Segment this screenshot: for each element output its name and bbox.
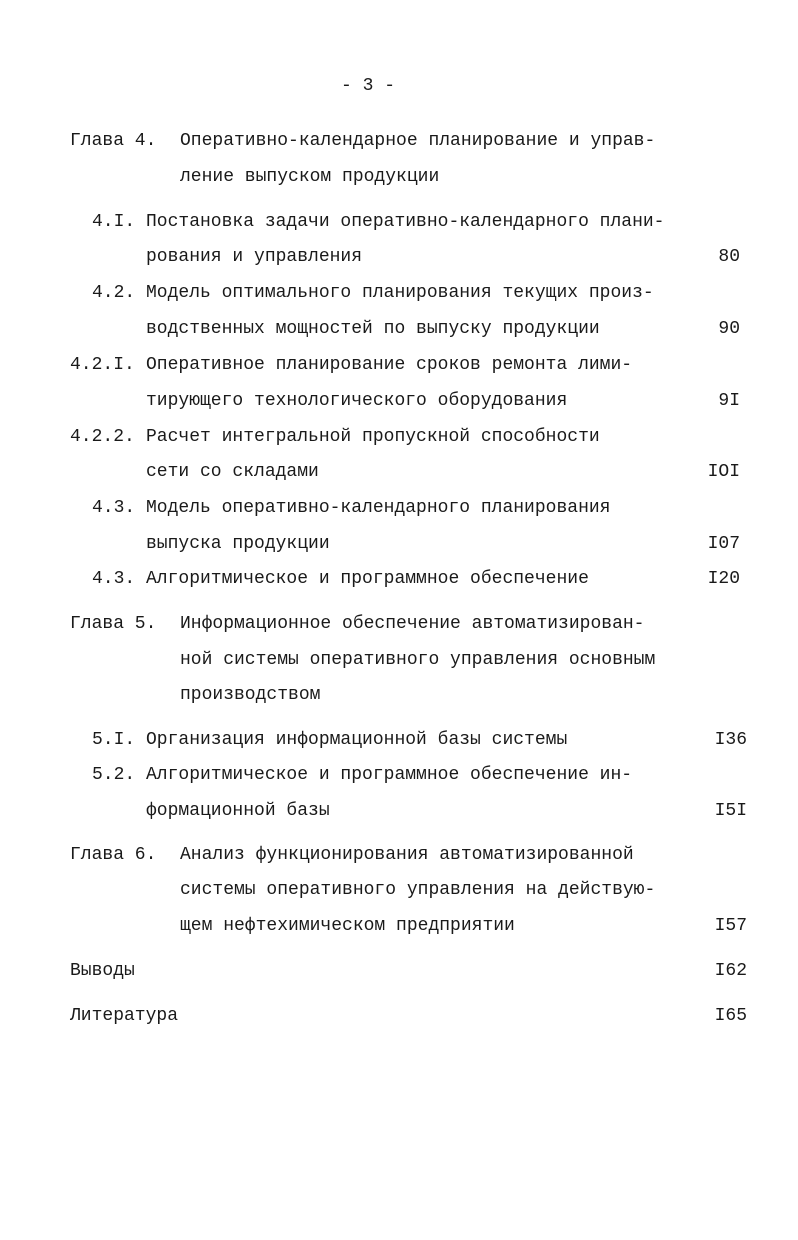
section-4-2-1-title-line1: Оперативное планирование сроков ремонта лими- <box>146 355 633 375</box>
section-4-2-2-title-line1: Расчет интегральной пропускной способности <box>146 427 600 447</box>
section-4-3-title-line1: Модель оперативно-календарного планирования <box>146 498 611 518</box>
section-5-1-number: 5.I. <box>92 730 136 750</box>
chapter-4-label: Глава 4. <box>70 131 157 151</box>
chapter-5-label: Глава 5. <box>70 614 157 634</box>
section-4-1-number: 4.I. <box>92 212 136 232</box>
conclusions-label: Выводы <box>70 961 135 981</box>
section-4-2-number: 4.2. <box>92 283 136 303</box>
section-5-2-page: I5I <box>714 801 747 821</box>
chapter-6-title-line2: системы оперативного управления на действую- <box>180 880 656 900</box>
chapter-4-title-line2: ление выпуском продукции <box>180 167 440 187</box>
section-4-3b-number: 4.3. <box>92 569 136 589</box>
section-4-2-1-title-line2: тирующего технологического оборудования <box>146 391 568 411</box>
chapter-6-title-line3: щем нефтехимическом предприятии <box>180 916 515 936</box>
section-4-3-title-line2: выпуска продукции <box>146 534 330 554</box>
chapter-6-label: Глава 6. <box>70 845 157 865</box>
section-4-3-number: 4.3. <box>92 498 136 518</box>
section-4-2-page: 90 <box>718 319 740 339</box>
chapter-5-title-line3: производством <box>180 685 321 705</box>
section-5-2-title-line2: формационной базы <box>146 801 330 821</box>
section-5-1-page: I36 <box>714 730 747 750</box>
section-4-2-2-page: IOI <box>707 462 740 482</box>
page-number: - 3 - <box>341 76 396 96</box>
section-5-2-title-line1: Алгоритмическое и программное обеспечение ин- <box>146 765 633 785</box>
section-4-2-2-title-line2: сети со складами <box>146 462 319 482</box>
section-4-2-title-line1: Модель оптимального планирования текущих произ- <box>146 283 654 303</box>
chapter-6-page: I57 <box>714 916 747 936</box>
section-4-3b-page: I20 <box>707 569 740 589</box>
section-4-2-title-line2: водственных мощностей по выпуску продукции <box>146 319 600 339</box>
conclusions-page: I62 <box>714 961 747 981</box>
chapter-5-title-line1: Информационное обеспечение автоматизирован- <box>180 614 645 634</box>
literature-label: Литература <box>70 1006 179 1026</box>
section-4-1-title-line1: Постановка задачи оперативно-календарного плани- <box>146 212 665 232</box>
section-5-2-number: 5.2. <box>92 765 136 785</box>
section-4-2-1-number: 4.2.I. <box>70 355 135 375</box>
section-5-1-title: Организация информационной базы системы <box>146 730 568 750</box>
section-4-3b-title: Алгоритмическое и программное обеспечение <box>146 569 589 589</box>
chapter-4-title-line1: Оперативно-календарное планирование и управ- <box>180 131 656 151</box>
chapter-5-title-line2: ной системы оперативного управления основным <box>180 650 656 670</box>
section-4-3-page: I07 <box>707 534 740 554</box>
section-4-2-1-page: 9I <box>718 391 740 411</box>
section-4-2-2-number: 4.2.2. <box>70 427 135 447</box>
literature-page: I65 <box>714 1006 747 1026</box>
section-4-1-page: 80 <box>718 247 740 267</box>
chapter-6-title-line1: Анализ функционирования автоматизированной <box>180 845 634 865</box>
section-4-1-title-line2: рования и управления <box>146 247 363 267</box>
